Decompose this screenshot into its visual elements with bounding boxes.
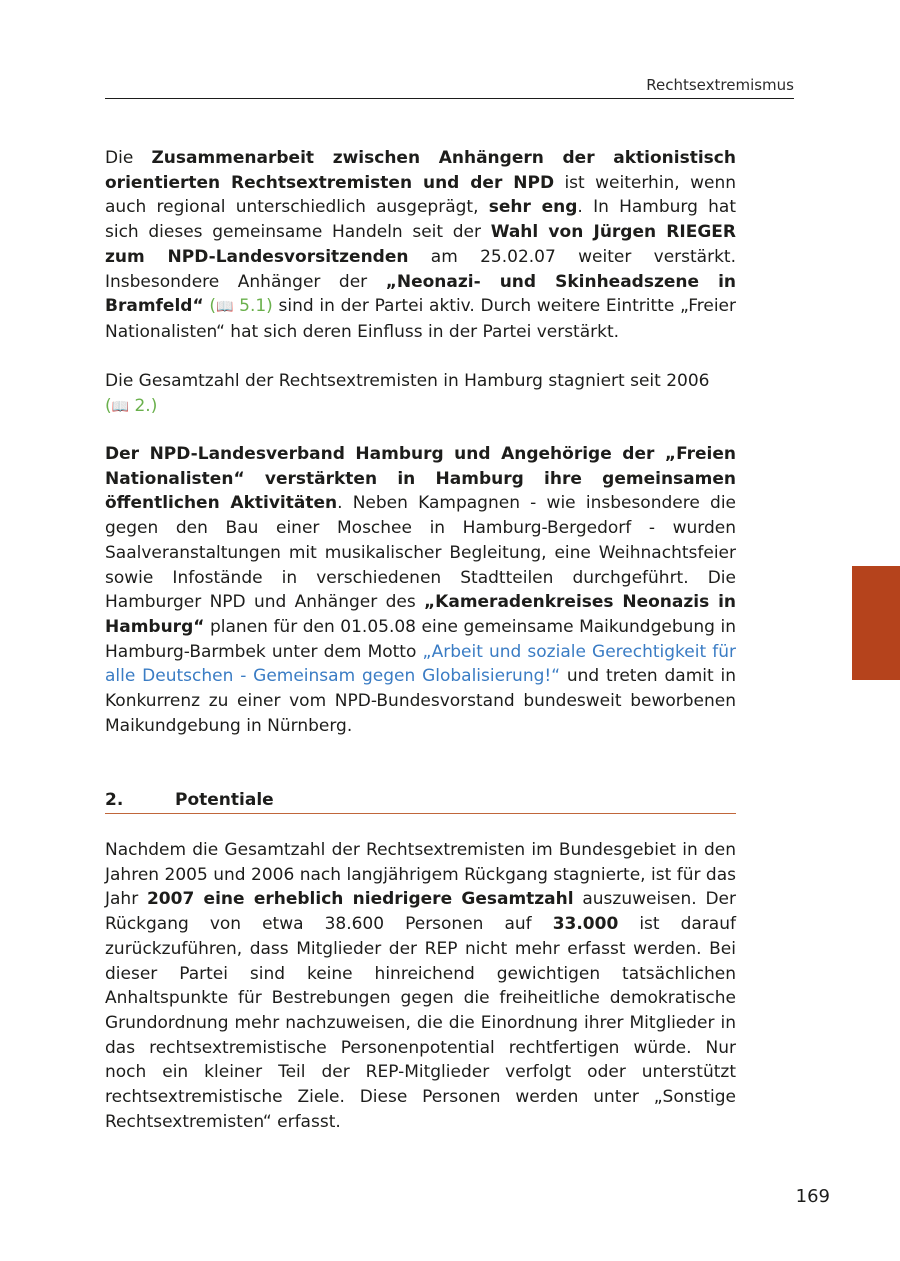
bold-text: sehr eng — [488, 197, 578, 218]
text: auszuweisen. Der Rückgang von etwa 38.600 Personen auf — [105, 889, 736, 935]
section-title: Potentiale — [175, 790, 274, 810]
running-header — [105, 74, 794, 99]
chapter-side-tab — [852, 566, 900, 680]
text: Nachdem die Gesamtzahl der Rechtsextremisten im Bundesgebiet in den Jahren 2005 und 2006 nach langjährigem Rückgang stagnierte, ist für das Jahr — [105, 840, 736, 910]
bold-text: 33.000 — [552, 914, 619, 935]
bold-text: Wahl von Jürgen RIEGER zum NPD-Landesvorsitzenden — [105, 222, 736, 267]
book-icon: 📖 — [111, 398, 130, 415]
section-number: 2. — [105, 790, 124, 810]
motto-quote: „Arbeit und soziale Gerechtigkeit für alle Deutschen - Gemeinsam gegen Globalisierung!“ — [105, 641, 736, 687]
paragraph-potentiale — [105, 838, 736, 1134]
bold-text: Der NPD-Landesverband Hamburg und Angehörige der „Freien Nationalisten“ verstärkten in Hamburg ihre gemeinsamen öffentlichen Aktivitäten — [105, 444, 736, 514]
bold-text: 2007 eine erheblich niedrigere Gesamtzahl — [146, 889, 574, 910]
text: ist weiterhin, wenn auch regional unterschiedlich ausgeprägt, — [105, 172, 736, 218]
section-heading — [105, 788, 736, 814]
paragraph-npd-activities — [105, 442, 736, 738]
bold-text: „Kameradenkreises Neonazis in Hamburg“ — [105, 592, 736, 637]
text: ist darauf zurückzuführen, dass Mitglieder der REP nicht mehr erfasst werden. Bei dieser Partei sind keine hinreichend gewichtigen tatsächlichen Anhaltspunkte für Bestrebungen gegen die freiheitliche demokratische Grundordnung mehr nachzuweisen, die die Einordnung ihrer Mitglieder in das rechtsextremistische Personenpotential rechtfertigen würde. Nur noch ein kleiner Teil der REP-Mitglieder verfolgt oder unterstützt rechtsextremistische Ziele. Diese Personen werden unter „Sonstige Rechtsextremisten“ erfasst. — [105, 914, 736, 1132]
paragraph-total-stagnates — [105, 369, 736, 419]
text: planen für den 01.05.08 eine gemeinsame Maikundgebung in Hamburg-Barmbek unter dem Motto — [105, 616, 736, 662]
book-icon: 📖 — [215, 299, 234, 316]
text: am 25.02.07 weiter verstärkt. Insbesondere Anhänger der — [105, 246, 736, 292]
paragraph-npd-cooperation — [105, 146, 736, 345]
bold-text: Zusammenarbeit zwischen Anhängern der aktionistisch orientierten Rechtsextremisten und der NPD — [105, 148, 736, 193]
text: Die Gesamtzahl der Rechtsextremisten in Hamburg stagniert seit 2006 — [105, 371, 710, 391]
cross-reference-5-1[interactable]: (📖 5.1) — [204, 296, 273, 316]
text: und treten damit in Konkurrenz zu einer vom NPD-Bundesvorstand bundesweit beworbenen Maikundgebung in Nürnberg. — [105, 666, 736, 736]
page-number: 169 — [795, 1186, 830, 1207]
cross-reference-2[interactable]: (📖 2.) — [105, 396, 157, 416]
text: Die — [105, 148, 152, 168]
bold-text: „Neonazi- und Skinheadszene in Bramfeld“ — [105, 271, 737, 317]
text: . Neben Kampagnen - wie insbesondere die gegen den Bau einer Moschee in Hamburg-Bergedorf - wurden Saalveranstaltungen mit musikalischer Begleitung, eine Weihnachtsfeier sowie Infostände in verschiedenen Stadtteilen durchgeführt. Die Hamburger NPD und Anhänger des — [105, 493, 736, 613]
text: . In Hamburg hat sich dieses gemeinsame Handeln seit der — [105, 197, 736, 243]
header-title: Rechtsextremismus — [646, 76, 794, 94]
text: sind in der Partei aktiv. Durch weitere Eintritte „Freier Nationalisten“ hat sich deren Einfluss in der Partei verstärkt. — [105, 296, 736, 342]
